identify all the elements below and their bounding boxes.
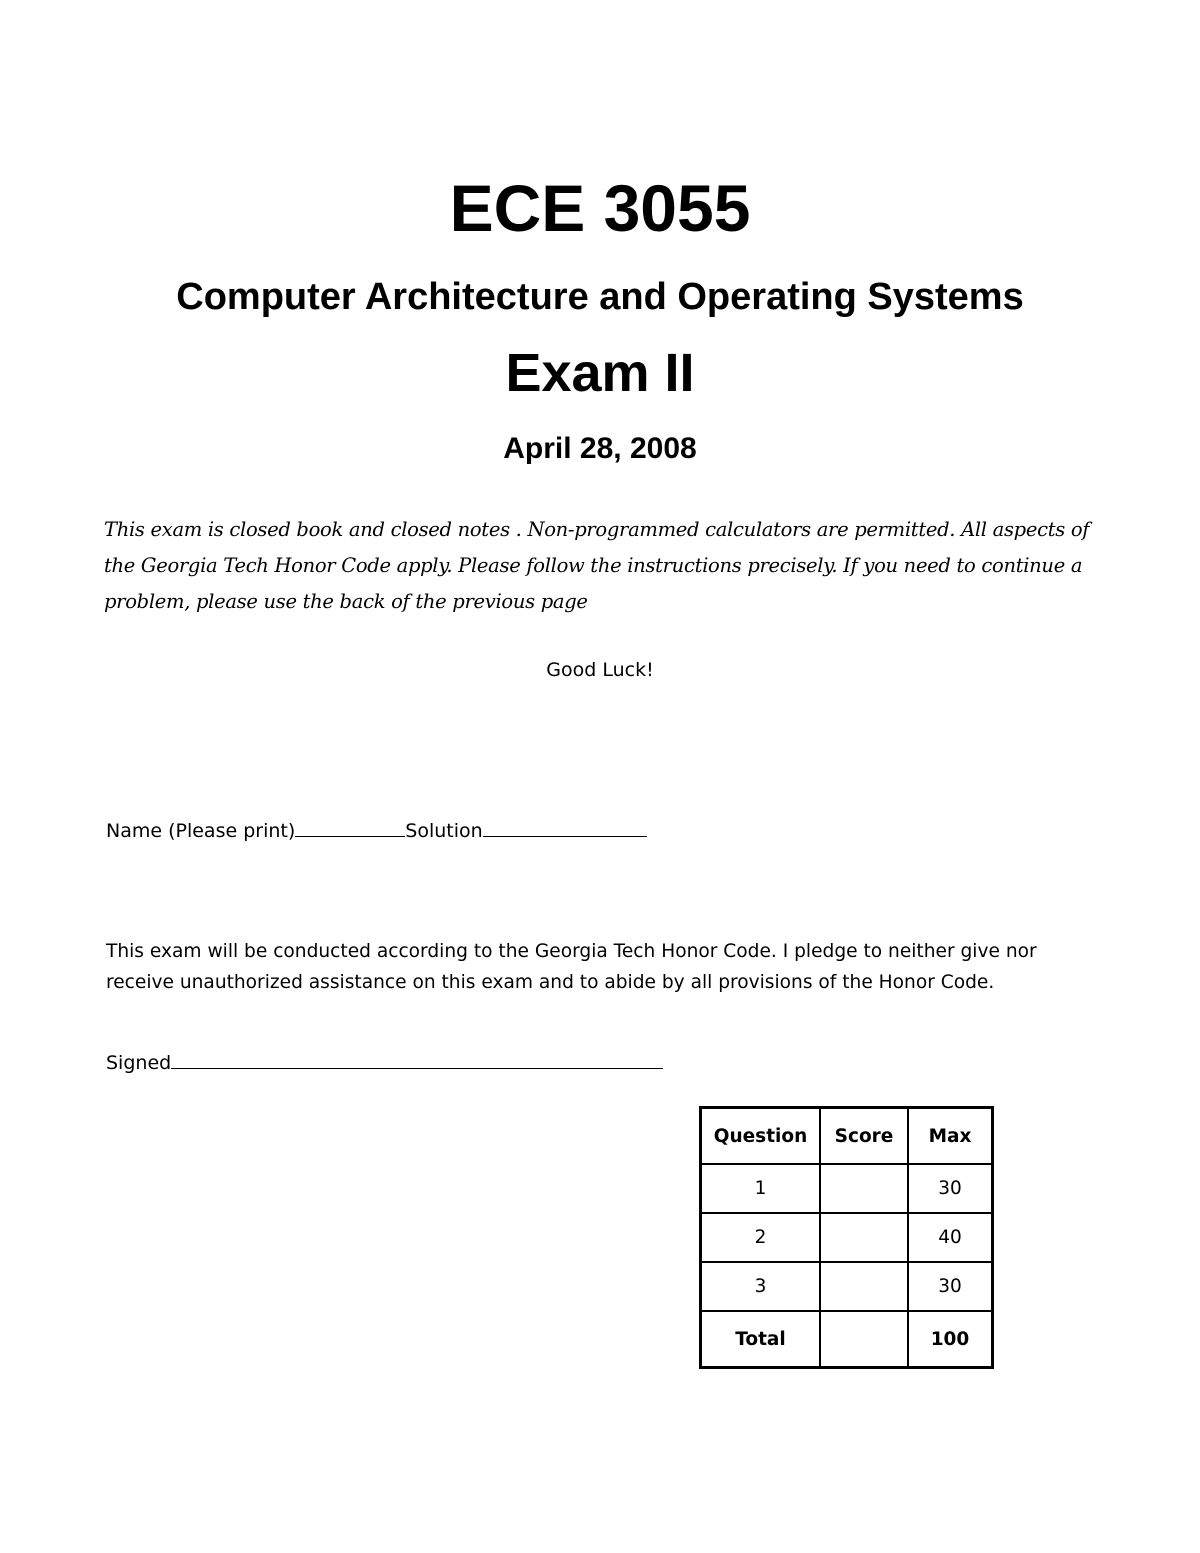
course-name: Computer Architecture and Operating Systems [176, 276, 1024, 318]
header-question: Question [701, 1108, 821, 1165]
score-cell [820, 1213, 908, 1262]
exam-date: April 28, 2008 [503, 432, 697, 465]
pledge-line: This exam will be conducted according to the Georgia Tech Honor Code. I pledge to neither give nor [106, 941, 1037, 962]
good-luck-text: Good Luck! [546, 659, 654, 681]
instructions-line: This exam is closed book and closed notes . Non-programmed calculators are permitted. All aspects of [104, 518, 1090, 541]
total-max-cell: 100 [908, 1311, 993, 1368]
name-value: Solution [405, 820, 483, 842]
name-label: Name (Please print) [106, 820, 296, 842]
score-cell [820, 1164, 908, 1213]
question-number: 1 [701, 1164, 821, 1213]
exam-title: Exam II [505, 343, 695, 403]
signed-label: Signed [106, 1052, 172, 1074]
total-score-cell [820, 1311, 908, 1368]
max-cell: 30 [908, 1262, 993, 1311]
header-max: Max [908, 1108, 993, 1165]
instructions-line: problem, please use the back of the previous page [104, 590, 588, 613]
table-header-row [701, 1108, 993, 1165]
name-blank-line [483, 816, 647, 837]
max-cell: 30 [908, 1164, 993, 1213]
total-label: Total [701, 1311, 821, 1368]
instructions [104, 512, 1104, 620]
question-number: 3 [701, 1262, 821, 1311]
table-row [701, 1164, 993, 1213]
score-cell [820, 1262, 908, 1311]
total-row [701, 1311, 993, 1368]
max-cell: 40 [908, 1213, 993, 1262]
table-row [701, 1213, 993, 1262]
name-field [106, 816, 647, 845]
score-table [699, 1106, 994, 1369]
instructions-line: the Georgia Tech Honor Code apply. Please follow the instructions precisely. If you need to continue a [104, 554, 1083, 577]
signature-field [106, 1048, 663, 1077]
course-code: ECE 3055 [449, 171, 751, 245]
header-score: Score [820, 1108, 908, 1165]
signature-blank-line [171, 1048, 663, 1069]
honor-pledge [106, 936, 1106, 998]
question-number: 2 [701, 1213, 821, 1262]
pledge-line: receive unauthorized assistance on this exam and to abide by all provisions of the Honor Code. [106, 972, 995, 993]
name-blank-line [295, 816, 405, 837]
table-row [701, 1262, 993, 1311]
